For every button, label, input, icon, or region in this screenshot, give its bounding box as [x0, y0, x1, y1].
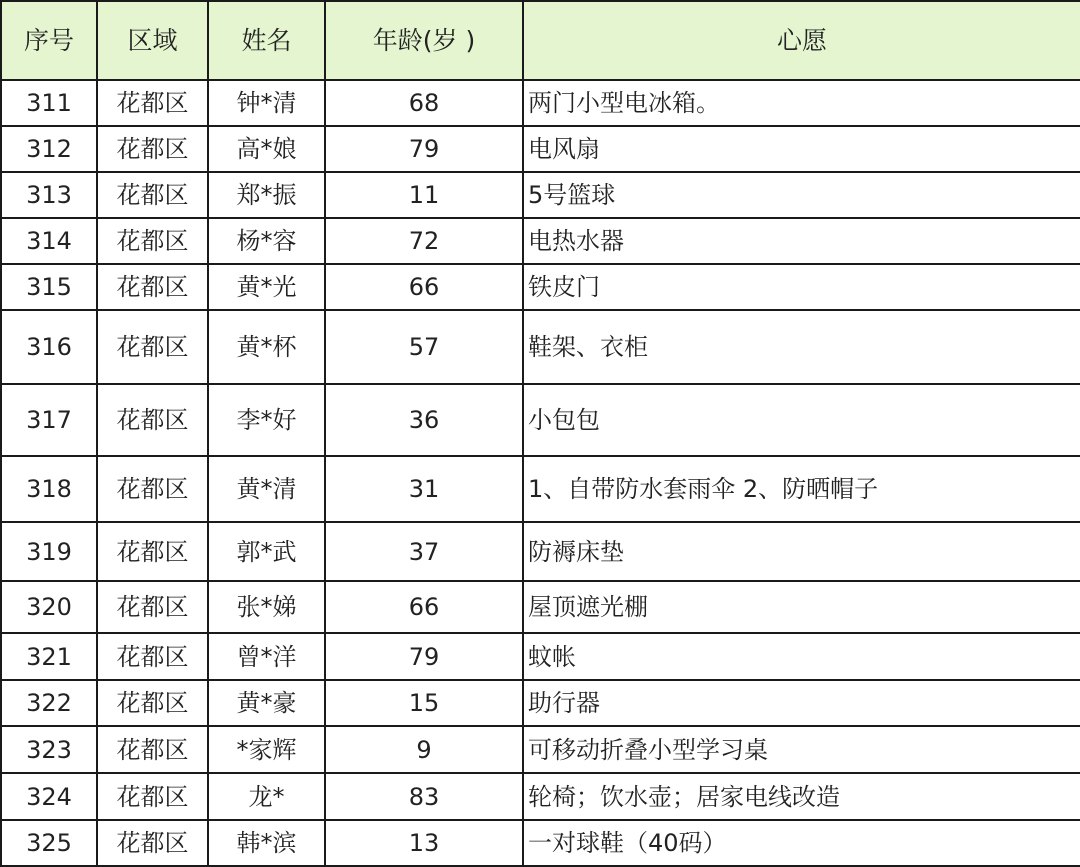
cell-wish: 蚊帐 — [523, 633, 1080, 680]
cell-name: 曾*洋 — [208, 633, 325, 680]
cell-age: 36 — [325, 384, 523, 456]
table-row — [1, 581, 1080, 633]
cell-index: 312 — [1, 126, 97, 172]
table-row — [1, 218, 1080, 264]
cell-region: 花都区 — [97, 680, 208, 726]
cell-age: 66 — [325, 581, 523, 633]
cell-region: 花都区 — [97, 820, 208, 866]
cell-index: 311 — [1, 80, 97, 126]
table-row — [1, 126, 1080, 172]
cell-region: 花都区 — [97, 581, 208, 633]
cell-name: 李*好 — [208, 384, 325, 456]
cell-wish: 防褥床垫 — [523, 522, 1080, 581]
cell-name: 郭*武 — [208, 522, 325, 581]
cell-region: 花都区 — [97, 264, 208, 310]
cell-wish: 两门小型电冰箱。 — [523, 80, 1080, 126]
header-row — [1, 1, 1080, 80]
table-row — [1, 726, 1080, 773]
cell-age: 66 — [325, 264, 523, 310]
table-row — [1, 172, 1080, 218]
cell-name: 郑*振 — [208, 172, 325, 218]
cell-name: 杨*容 — [208, 218, 325, 264]
cell-index: 317 — [1, 384, 97, 456]
cell-age: 83 — [325, 773, 523, 820]
cell-name: 黄*豪 — [208, 680, 325, 726]
cell-age: 72 — [325, 218, 523, 264]
cell-region: 花都区 — [97, 80, 208, 126]
table-row — [1, 80, 1080, 126]
table-row — [1, 384, 1080, 456]
cell-age: 57 — [325, 310, 523, 384]
cell-wish: 铁皮门 — [523, 264, 1080, 310]
cell-index: 319 — [1, 522, 97, 581]
cell-name: 黄*清 — [208, 456, 325, 522]
cell-wish: 鞋架、衣柜 — [523, 310, 1080, 384]
cell-wish: 一对球鞋（40码） — [523, 820, 1080, 866]
cell-wish: 1、自带防水套雨伞 2、防晒帽子 — [523, 456, 1080, 522]
header-wish: 心愿 — [523, 1, 1080, 80]
table-row — [1, 264, 1080, 310]
table-row — [1, 310, 1080, 384]
cell-index: 315 — [1, 264, 97, 310]
cell-age: 9 — [325, 726, 523, 773]
cell-age: 79 — [325, 633, 523, 680]
cell-wish: 小包包 — [523, 384, 1080, 456]
table-row — [1, 522, 1080, 581]
table-row — [1, 633, 1080, 680]
cell-name: 黄*杯 — [208, 310, 325, 384]
cell-name: 张*娣 — [208, 581, 325, 633]
header-age: 年龄(岁 ) — [325, 1, 523, 80]
table-row — [1, 680, 1080, 726]
cell-age: 15 — [325, 680, 523, 726]
cell-index: 318 — [1, 456, 97, 522]
cell-name: 黄*光 — [208, 264, 325, 310]
cell-age: 13 — [325, 820, 523, 866]
cell-name: 龙* — [208, 773, 325, 820]
cell-region: 花都区 — [97, 384, 208, 456]
cell-wish: 助行器 — [523, 680, 1080, 726]
cell-index: 323 — [1, 726, 97, 773]
cell-name: 钟*清 — [208, 80, 325, 126]
cell-wish: 5号篮球 — [523, 172, 1080, 218]
header-region: 区域 — [97, 1, 208, 80]
cell-region: 花都区 — [97, 726, 208, 773]
cell-region: 花都区 — [97, 456, 208, 522]
cell-age: 37 — [325, 522, 523, 581]
cell-index: 314 — [1, 218, 97, 264]
header-index: 序号 — [1, 1, 97, 80]
cell-region: 花都区 — [97, 773, 208, 820]
cell-wish: 电风扇 — [523, 126, 1080, 172]
cell-wish: 轮椅；饮水壶；居家电线改造 — [523, 773, 1080, 820]
cell-age: 31 — [325, 456, 523, 522]
table-body — [1, 80, 1080, 866]
cell-region: 花都区 — [97, 310, 208, 384]
cell-wish: 可移动折叠小型学习桌 — [523, 726, 1080, 773]
table-row — [1, 456, 1080, 522]
cell-index: 321 — [1, 633, 97, 680]
cell-index: 316 — [1, 310, 97, 384]
cell-name: 高*娘 — [208, 126, 325, 172]
cell-index: 320 — [1, 581, 97, 633]
header-name: 姓名 — [208, 1, 325, 80]
cell-region: 花都区 — [97, 126, 208, 172]
cell-region: 花都区 — [97, 522, 208, 581]
table-header — [1, 1, 1080, 80]
cell-index: 313 — [1, 172, 97, 218]
cell-index: 325 — [1, 820, 97, 866]
cell-index: 322 — [1, 680, 97, 726]
cell-wish: 电热水器 — [523, 218, 1080, 264]
table-row — [1, 820, 1080, 866]
cell-age: 68 — [325, 80, 523, 126]
cell-index: 324 — [1, 773, 97, 820]
table-row — [1, 773, 1080, 820]
cell-wish: 屋顶遮光棚 — [523, 581, 1080, 633]
cell-region: 花都区 — [97, 218, 208, 264]
cell-region: 花都区 — [97, 633, 208, 680]
cell-age: 11 — [325, 172, 523, 218]
cell-name: *家辉 — [208, 726, 325, 773]
cell-name: 韩*滨 — [208, 820, 325, 866]
cell-region: 花都区 — [97, 172, 208, 218]
cell-age: 79 — [325, 126, 523, 172]
